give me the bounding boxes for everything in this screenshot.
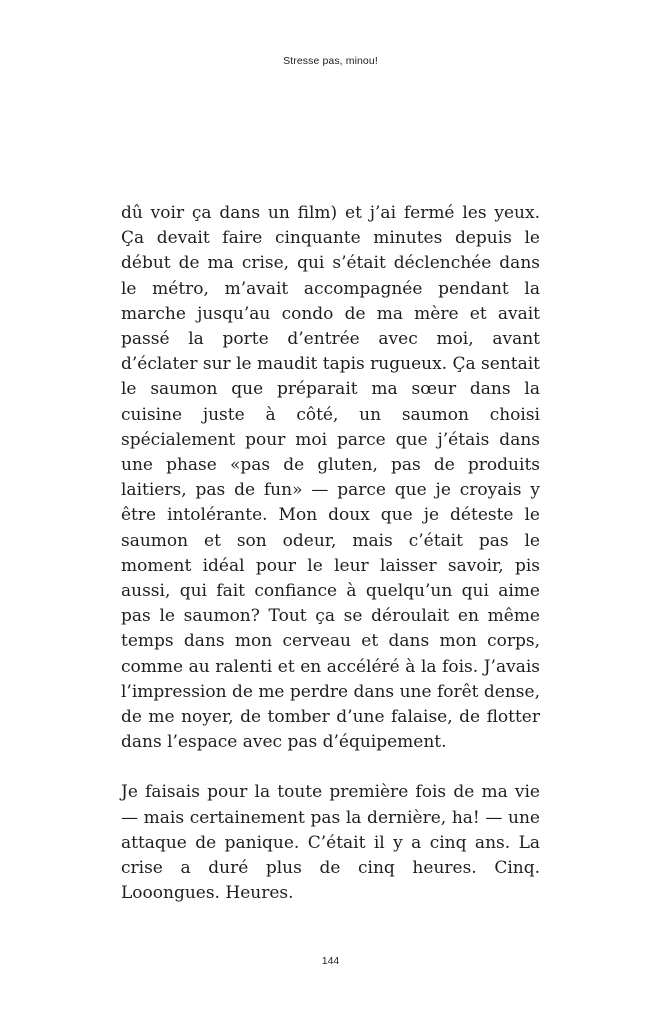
paragraph-2: Je faisais pour la toute première fois de ma vie — mais certainement pas la dernière, ha! — une attaque de panique. C’était il y a cinq ans. La crise a duré plus de cinq heures. Cinq. Looongues. Heures. <box>121 782 540 904</box>
body-text <box>121 201 540 906</box>
page-number: 144 <box>321 955 340 967</box>
paragraph-1: dû voir ça dans un film) et j’ai fermé les yeux. Ça devait faire cinquante minutes depuis le début de ma crise, qui s’était déclenchée dans le métro, m’avait accompagnée pendant la marche jusqu’au condo de ma mère et avait passé la porte d’entrée avec moi, avant d’éclater sur le maudit tapis rugueux. Ça sentait le saumon que préparait ma sœur dans la cuisine juste à côté, un saumon choisi spécialement pour moi parce que j’étais dans une phase «pas de gluten, pas de produits laitiers, pas de fun» — parce que je croyais y être intolérante. Mon doux que je déteste le saumon et son odeur, mais c’était pas le moment idéal pour le leur laisser savoir, pis aussi, qui fait confiance à quelqu’un qui aime pas le saumon? Tout ça se déroulait en même temps dans mon cerveau et dans mon corps, comme au ralenti et en accéléré à la fois. J’avais l’impression de me perdre dans une forêt dense, de me noyer, de tomber d’une falaise, de flotter dans l’espace avec pas d’équipement. <box>121 203 540 753</box>
running-head: Stresse pas, minou! <box>283 55 378 67</box>
